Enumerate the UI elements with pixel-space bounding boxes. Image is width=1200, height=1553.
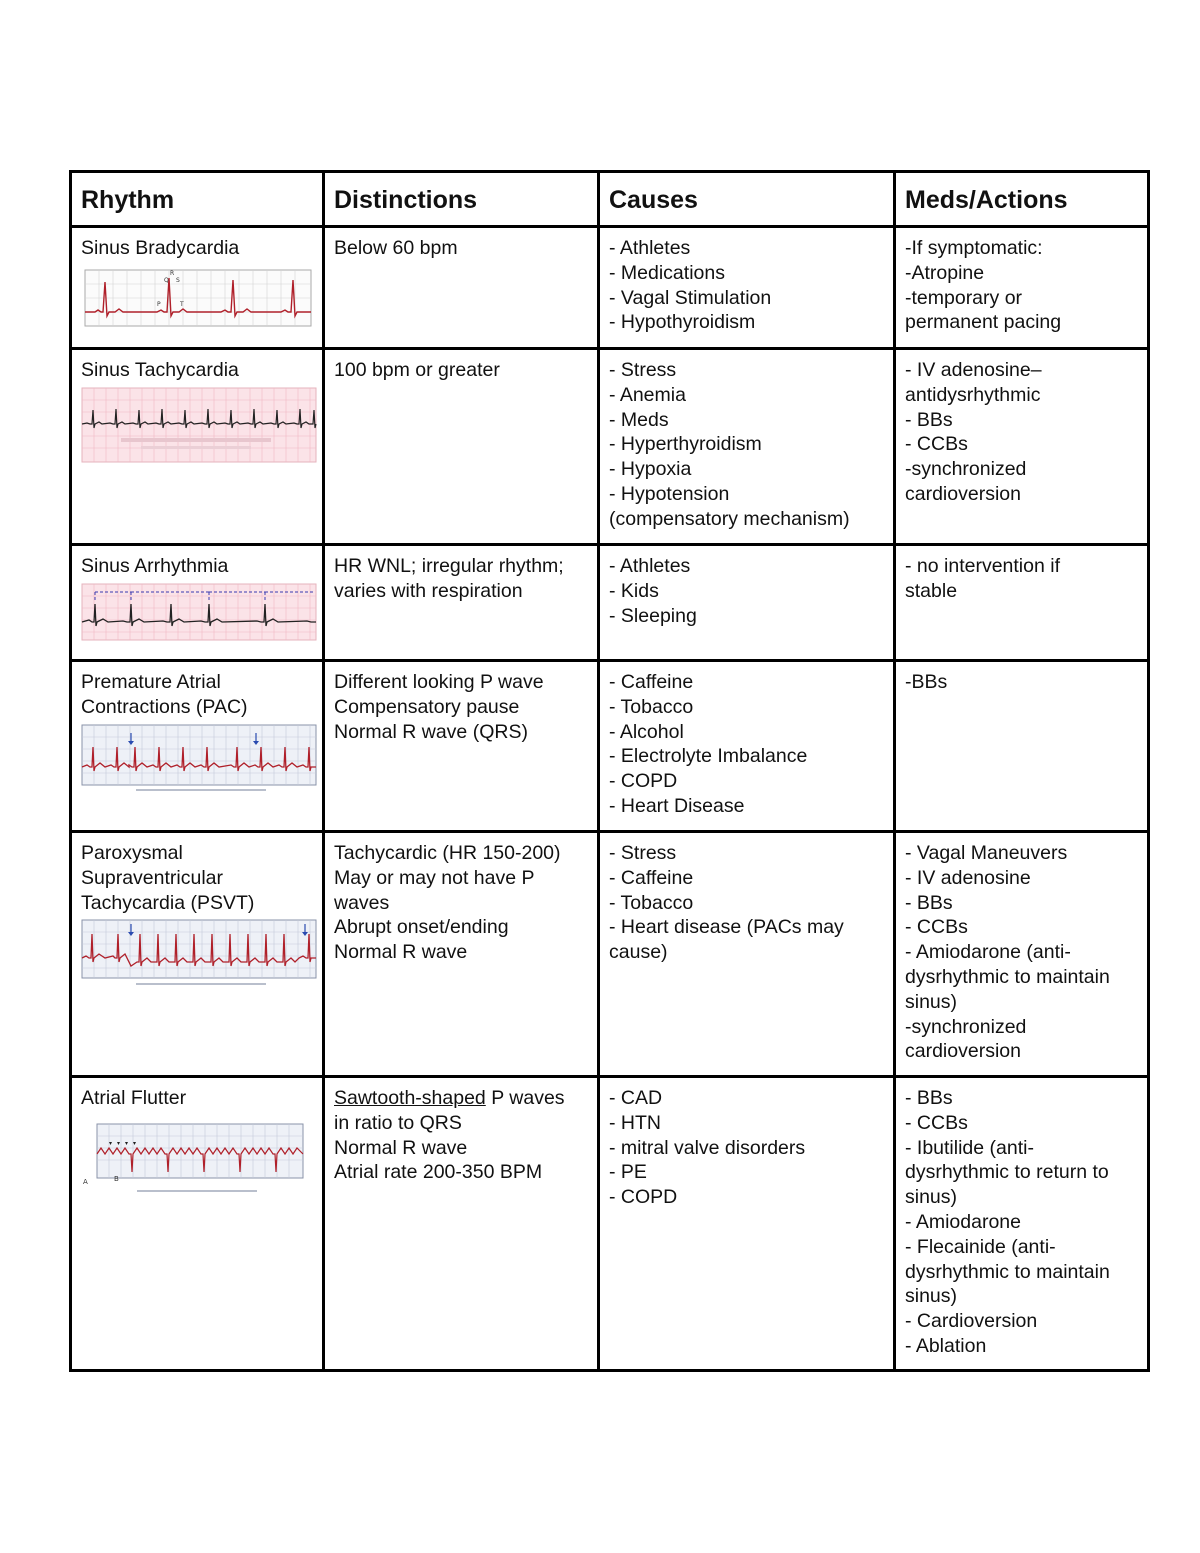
rhythm-name: Atrial Flutter xyxy=(81,1087,187,1109)
distinctions-cell xyxy=(324,1077,599,1371)
cause-line: - Hypothyroidism xyxy=(609,311,756,334)
distinction-line: waves xyxy=(334,891,390,914)
header-rhythm: Rhythm xyxy=(71,172,324,227)
rhythm-cell xyxy=(71,349,324,545)
med-line: -temporary or xyxy=(905,286,1023,309)
med-line: - IV adenosine– xyxy=(905,359,1042,381)
table-row xyxy=(71,832,1149,1077)
distinction-line: Tachycardic (HR 150-200) xyxy=(334,842,561,864)
strip-label-q: Q xyxy=(164,276,169,284)
meds-cell xyxy=(895,545,1149,661)
med-line: - Flecainide (anti- xyxy=(905,1235,1056,1258)
header-causes: Causes xyxy=(599,172,895,227)
cause-line: - PE xyxy=(609,1161,647,1184)
ecg-strip-atrial-flutter xyxy=(81,1114,313,1200)
distinction-line: Different looking P wave xyxy=(334,671,544,693)
med-line: -synchronized xyxy=(905,1015,1027,1038)
cause-line: - Alcohol xyxy=(609,720,684,743)
rhythm-cell xyxy=(71,1077,324,1371)
med-line: - IV adenosine xyxy=(905,866,1031,889)
med-line: permanent pacing xyxy=(905,311,1062,334)
med-line: - BBs xyxy=(905,1087,953,1109)
med-line: - Ablation xyxy=(905,1334,987,1357)
med-line: cardioversion xyxy=(905,482,1021,505)
med-line: - CCBs xyxy=(905,433,968,456)
cause-line: - Tobacco xyxy=(609,891,694,914)
cause-line: - Kids xyxy=(609,579,659,602)
ecg-strip-sinus-tachycardia xyxy=(81,386,313,464)
distinctions-cell xyxy=(324,227,599,349)
cause-line: - Stress xyxy=(609,359,677,381)
med-line: stable xyxy=(905,579,958,602)
distinction-line xyxy=(334,1086,588,1111)
distinction-line: Normal R wave (QRS) xyxy=(334,720,528,743)
med-line: -synchronized xyxy=(905,458,1027,481)
med-line: cardioversion xyxy=(905,1040,1021,1063)
rhythm-name-line: Supraventricular xyxy=(81,866,223,889)
med-line: - Cardioversion xyxy=(905,1310,1038,1333)
rhythm-cell xyxy=(71,227,324,349)
med-line: antidysrhythmic xyxy=(905,383,1041,406)
med-line: - BBs xyxy=(905,408,953,431)
med-line: - CCBs xyxy=(905,916,968,939)
cause-line: - CAD xyxy=(609,1087,663,1109)
cause-line: - Hypoxia xyxy=(609,458,692,481)
rhythm-cell xyxy=(71,661,324,832)
cause-line: - Heart Disease xyxy=(609,794,745,817)
meds-cell xyxy=(895,832,1149,1077)
header-row xyxy=(71,172,1149,227)
strip-label-s: S xyxy=(176,276,180,284)
causes-cell xyxy=(599,349,895,545)
rhythm-name: Sinus Arrhythmia xyxy=(81,555,229,577)
distinctions-cell xyxy=(324,349,599,545)
med-line: - BBs xyxy=(905,891,953,914)
distinction-line: Compensatory pause xyxy=(334,695,520,718)
cause-line: - Heart disease (PACs may xyxy=(609,916,844,939)
cause-line: cause) xyxy=(609,941,668,964)
meds-cell xyxy=(895,1077,1149,1371)
ecg-strip-sinus-arrhythmia xyxy=(81,582,313,644)
strip-label-a: A xyxy=(83,1177,88,1186)
cause-line: - mitral valve disorders xyxy=(609,1136,806,1159)
cause-line: - Vagal Stimulation xyxy=(609,286,772,309)
rhythm-name-line: Contractions (PAC) xyxy=(81,695,248,718)
cause-line: - Tobacco xyxy=(609,695,694,718)
distinction-line: in ratio to QRS xyxy=(334,1111,462,1134)
strip-label-b: B xyxy=(114,1174,119,1183)
med-line: - no intervention if xyxy=(905,555,1061,577)
cause-line: - Athletes xyxy=(609,237,691,259)
table-row xyxy=(71,1077,1149,1371)
cause-line: - Caffeine xyxy=(609,866,694,889)
distinction-line: Normal R wave xyxy=(334,1136,468,1159)
causes-cell xyxy=(599,545,895,661)
med-line: -Atropine xyxy=(905,261,985,284)
meds-cell xyxy=(895,661,1149,832)
table-row xyxy=(71,349,1149,545)
rhythm-name: Sinus Tachycardia xyxy=(81,359,239,381)
med-line: - Vagal Maneuvers xyxy=(905,842,1068,864)
distinction-first-rest: P waves xyxy=(485,1087,565,1109)
rhythm-cell xyxy=(71,545,324,661)
rhythm-name: Sinus Bradycardia xyxy=(81,237,240,259)
causes-cell xyxy=(599,832,895,1077)
med-line: - Ibutilide (anti- xyxy=(905,1136,1034,1159)
distinction-line: Atrial rate 200-350 BPM xyxy=(334,1161,543,1184)
distinction-line: Normal R wave xyxy=(334,941,468,964)
cause-line: (compensatory mechanism) xyxy=(609,507,850,530)
med-line: - CCBs xyxy=(905,1111,968,1134)
med-line: sinus) xyxy=(905,990,958,1013)
strip-label-r: R xyxy=(170,269,175,277)
causes-cell xyxy=(599,661,895,832)
cause-line: - Meds xyxy=(609,408,669,431)
ecg-strip-pac xyxy=(81,723,313,797)
cause-line: - Hypotension xyxy=(609,482,730,505)
causes-cell xyxy=(599,227,895,349)
table-row xyxy=(71,227,1149,349)
sawtooth-underlined-text: Sawtooth-shaped xyxy=(334,1087,486,1109)
header-distinctions: Distinctions xyxy=(324,172,599,227)
causes-cell xyxy=(599,1077,895,1371)
strip-label-p: P xyxy=(157,300,161,308)
distinction-line: Abrupt onset/ending xyxy=(334,916,509,939)
cause-line: - HTN xyxy=(609,1111,661,1134)
table-row xyxy=(71,545,1149,661)
meds-cell xyxy=(895,227,1149,349)
rhythm-name-line: Paroxysmal xyxy=(81,842,183,864)
distinction-line: HR WNL; irregular rhythm; xyxy=(334,555,564,577)
cause-line: - Athletes xyxy=(609,555,691,577)
distinction-line: 100 bpm or greater xyxy=(334,359,500,381)
meds-cell xyxy=(895,349,1149,545)
header-meds-actions: Meds/Actions xyxy=(895,172,1149,227)
cause-line: - COPD xyxy=(609,1186,678,1209)
ecg-strip-psvt xyxy=(81,918,313,990)
cause-line: - Stress xyxy=(609,842,677,864)
cause-line: - COPD xyxy=(609,770,678,793)
med-line: - Amiodarone xyxy=(905,1210,1021,1233)
med-line: -BBs xyxy=(905,671,948,693)
distinctions-cell xyxy=(324,832,599,1077)
med-line: sinus) xyxy=(905,1186,958,1209)
med-line: dysrhythmic to maintain xyxy=(905,965,1110,988)
cause-line: - Anemia xyxy=(609,383,686,406)
med-line: dysrhythmic to maintain xyxy=(905,1260,1110,1283)
rhythm-name-line: Premature Atrial xyxy=(81,671,221,693)
rhythm-table xyxy=(69,170,1150,1372)
strip-label-t: T xyxy=(180,300,184,308)
med-line: dysrhythmic to return to xyxy=(905,1161,1109,1184)
med-line: -If symptomatic: xyxy=(905,237,1043,259)
cause-line: - Hyperthyroidism xyxy=(609,433,762,456)
med-line: sinus) xyxy=(905,1285,958,1308)
table-row xyxy=(71,661,1149,832)
ecg-strip-sinus-bradycardia xyxy=(81,264,313,330)
cause-line: - Electrolyte Imbalance xyxy=(609,745,808,768)
rhythm-name-line: Tachycardia (PSVT) xyxy=(81,891,255,914)
cause-line: - Medications xyxy=(609,261,725,284)
distinctions-cell xyxy=(324,545,599,661)
distinctions-cell xyxy=(324,661,599,832)
distinction-line: varies with respiration xyxy=(334,579,523,602)
med-line: - Amiodarone (anti- xyxy=(905,941,1071,964)
cause-line: - Sleeping xyxy=(609,604,697,627)
distinction-line: May or may not have P xyxy=(334,866,535,889)
rhythm-cell xyxy=(71,832,324,1077)
distinction-line: Below 60 bpm xyxy=(334,237,458,259)
cause-line: - Caffeine xyxy=(609,671,694,693)
